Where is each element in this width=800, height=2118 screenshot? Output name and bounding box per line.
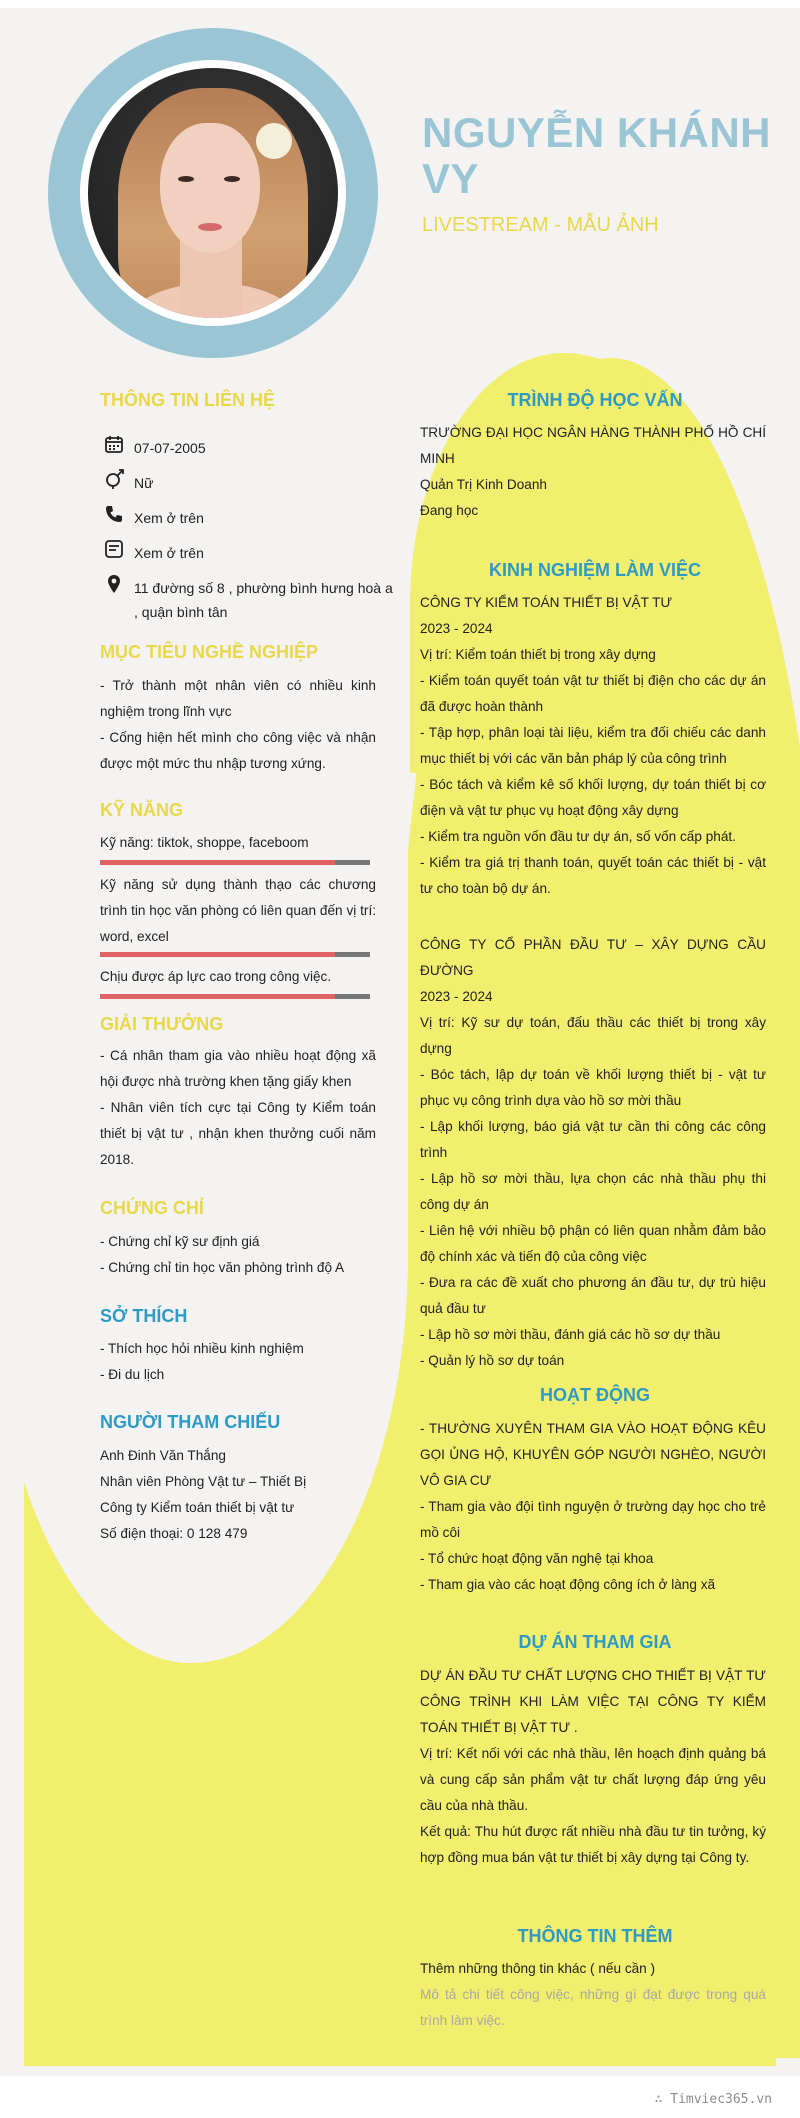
section-title-experience: KINH NGHIỆM LÀM VIỆC xyxy=(488,560,701,580)
section-title-hobbies: SỞ THÍCH xyxy=(100,1306,188,1326)
skill-bar xyxy=(100,994,370,999)
section-title-education: TRÌNH ĐỘ HỌC VẤN xyxy=(507,390,683,410)
section-title-extra: THÔNG TIN THÊM xyxy=(517,1926,673,1946)
awards-text: - Cá nhân tham gia vào nhiều hoạt động xã hội được nhà trường khen tặng giấy khen - Nhân viên tích cực tại Công ty Kiểm toán thiết bị vật tư , nhận khen thưởng cuối năm 2018. xyxy=(100,1048,376,1167)
objective-text: - Trở thành một nhân viên có nhiều kinh nghiệm trong lĩnh vực - Cống hiện hết mình cho công việc và nhận được một mức thu nhập tương xứng. xyxy=(100,678,376,771)
skill-item: Chịu được áp lực cao trong công việc. xyxy=(100,969,332,984)
section-title-references: NGƯỜI THAM CHIẾU xyxy=(100,1412,281,1432)
calendar-icon xyxy=(104,434,124,454)
experience-item: CÔNG TY CỔ PHẦN ĐẦU TƯ – XÂY DỰNG CẦU ĐƯỜNG 2023 - 2024 Vị trí: Kỹ sư dự toán, đấu thầu các thiết bị trong xây dựng - Bóc tách, lập dự toán về khối lượng thiết bị - vật tư phục vụ công trình dựa vào hồ sơ mời thầu - Lập khối lượng, báo giá vật tư cần thi công các công trình - Lập hồ sơ mời thầu, lựa chọn các nhà thầu phụ thi công dự án - Liên hệ với nhiều bộ phận có liên quan nhằm đảm bảo độ chính xác và tiến độ của công việc - Đưa ra các đề xuất cho phương án đầu tư, dự trù hiệu quả đầu tư - Lập hồ sơ mời thầu, đánh giá các hồ sơ dự thầu - Quản lý hồ sơ dự toán xyxy=(420,937,766,1368)
skill-bar xyxy=(100,860,370,865)
gender-icon xyxy=(104,469,124,489)
education-text: TRƯỜNG ĐẠI HỌC NGÂN HÀNG THÀNH PHỐ HỒ CHÍ MINH Quản Trị Kinh Doanh Đang học xyxy=(420,425,766,518)
experience-item: CÔNG TY KIỂM TOÁN THIẾT BỊ VẬT TƯ 2023 - 2024 Vị trí: Kiểm toán thiết bị trong xây dựng - Kiểm toán quyết toán vật tư thiết bị điện cho các dự án đã được hoàn thành - Tập hợp, phân loại tài liệu, kiểm tra đối chiếu các danh mục thiết bị với các văn bản pháp lý của công trình - Bóc tách và kiểm kê số khối lượng, dự toán thiết bị cơ điện và vật tư phục vụ hoạt động xây dựng - Kiểm tra nguồn vốn đầu tư dự án, số vốn cấp phát. - Kiểm tra giá trị thanh toán, quyết toán các thiết bị - vật tư cho toàn bộ dự án. xyxy=(420,595,766,896)
phone-icon xyxy=(104,504,124,524)
section-title-certificates: CHỨNG CHỈ xyxy=(100,1198,204,1218)
email-icon xyxy=(104,539,124,559)
watermark: ∴ Timviec365.vn xyxy=(654,2092,772,2107)
references-text: Anh Đinh Văn Thắng Nhân viên Phòng Vật tư – Thiết Bị Công ty Kiểm toán thiết bị vật tư Số điện thoại: 0 128 479 xyxy=(100,1448,307,1541)
location-icon xyxy=(104,574,124,594)
job-title: LIVESTREAM - MẪU ẢNH xyxy=(422,214,659,236)
section-title-skills: KỸ NĂNG xyxy=(100,800,184,820)
hobbies-text: - Thích học hỏi nhiều kinh nghiệm - Đi du lịch xyxy=(100,1341,304,1382)
flower-icon xyxy=(256,123,292,159)
section-title-objective: MỤC TIÊU NGHỀ NGHIỆP xyxy=(100,642,319,662)
cv-page: NGUYỄN KHÁNH VY LIVESTREAM - MẪU ẢNH THÔNG TIN LIÊN HỆ 07-07-2005 Nữ Xem ở trên Xem ở trên 11 đường số 8 , phường bình hưng hoà a , quận bình tân MỤC TIÊU NGHỀ NGHIỆP - Trở thành một nhân viên có nhiều kinh nghiệm trong lĩnh vực - Cống hiện hết mình cho công việc và nhận được một mức thu nhập tương xứng. KỸ NĂNG Kỹ năng: tiktok, shoppe, faceboom Kỹ năng sử dụng thành thạo các chương trình tin học văn phòng có liên quan đến vị trí: word, excel Chịu được áp lực cao trong công việc. GIẢI THƯỞNG - Cá nhân tham gia vào nhiều hoạt động xã hội được nhà trường khen tặng giấy khen - Nhân viên tích cực tại Công ty Kiểm toán thiết bị vật tư , nhận khen thưởng cuối năm 2018. CHỨNG CHỈ - Chứng chỉ kỹ sư định giá - Chứng chỉ tin học văn phòng trình độ A SỞ THÍCH - Thích học hỏi nhiều kinh nghiệm - Đi du lịch NGƯỜI THAM CHIẾU Anh Đinh Văn Thắng Nhân viên Phòng Vật tư – Thiết Bị Công ty Kiểm toán thiết bị vật tư Số điện thoại: 0 128 479 TRÌNH ĐỘ HỌC VẤN TRƯỜNG ĐẠI HỌC NGÂN HÀNG THÀNH PHỐ HỒ CHÍ MINH Quản Trị Kinh Doanh Đang học KINH NGHIỆM LÀM VIỆC CÔNG TY KIỂM TOÁN THIẾT BỊ VẬT TƯ 2023 - 2024 Vị trí: Kiểm toán thiết bị trong xây dựng - Kiểm toán quyết toán vật tư thiết bị điện cho các dự án đã được hoàn thành - Tập hợp, phân loại tài liệu, kiểm tra đối chiếu các danh mục thiết bị với các văn bản pháp lý của công trình - Bóc tách và kiểm kê số khối lượng, dự toán thiết bị cơ điện và vật tư phục vụ hoạt động xây dựng - Kiểm tra nguồn vốn đầu tư dự án, số vốn cấp phát. - Kiểm tra giá trị thanh toán, quyết toán các thiết bị - vật tư cho toàn bộ dự án. CÔNG TY CỔ PHẦN ĐẦU TƯ – XÂY DỰNG CẦU ĐƯỜNG 2023 - 2024 Vị trí: Kỹ sư dự toán, đấu thầu các thiết bị trong xây dựng - Bóc tách, lập dự toán về khối lượng thiết bị - vật tư phục vụ công trình dựa vào hồ sơ mời thầu - Lập khối lượng, báo giá vật tư cần thi công các công trình - Lập hồ sơ mời thầu, lựa chọn các nhà thầu phụ thi công dự án - Liên hệ với nhiều bộ phận có liên quan nhằm đảm bảo độ chính xác và tiến độ của công việc - Đưa ra các đề xuất cho phương án đầu tư, dự trù hiệu quả đầu tư - Lập hồ sơ mời thầu, đánh giá các hồ sơ dự thầu - Quản lý hồ sơ dự toán HOẠT ĐỘNG - THƯỜNG XUYÊN THAM GIA VÀO HOẠT ĐỘNG KÊU GỌI ỦNG HỘ, KHUYÊN GÓP NGƯỜI NGHÈO, NGƯỜI VÔ GIA CƯ - Tham gia vào đội tình nguyện ở trường dạy học cho trẻ mồ côi - Tổ chức hoạt động văn nghệ tại khoa - Tham gia vào các hoạt động công ích ở làng xã DỰ ÁN THAM GIA DỰ ÁN ĐẦU TƯ CHẤT LƯỢNG CHO THIẾT BỊ VẬT TƯ CÔNG TRÌNH KHI LÀM VIỆC TẠI CÔNG TY KIỂM TOÁN THIẾT BỊ VẬT TƯ . Vị trí: Kết nối với các nhà thầu, lên hoạch định quảng bá và cung cấp sản phẩm vật tư chất lượng đáp ứng yêu cầu của nhà thầu. Kết quả: Thu hút được rất nhiều nhà đầu tư tin tưởng, ký hợp đồng mua bán vật tư thiết bị xây dựng tại Công ty. THÔNG TIN THÊM Thêm những thông tin khác ( nếu cần ) Mô tả chi tiết công việc, những gì đạt được trong quá trình làm việc. ∴ Timviec365.vn xyxy=(0,0,800,2118)
section-title-activities: HOẠT ĐỘNG xyxy=(540,1385,650,1405)
skill-item: Kỹ năng: tiktok, shoppe, faceboom xyxy=(100,835,309,850)
section-title-projects: DỰ ÁN THAM GIA xyxy=(518,1632,672,1652)
section-title-awards: GIẢI THƯỞNG xyxy=(100,1014,224,1034)
skill-bar xyxy=(100,952,370,957)
projects-text: DỰ ÁN ĐẦU TƯ CHẤT LƯỢNG CHO THIẾT BỊ VẬT TƯ CÔNG TRÌNH KHI LÀM VIỆC TẠI CÔNG TY KIỂM TOÁN THIẾT BỊ VẬT TƯ . Vị trí: Kết nối với các nhà thầu, lên hoạch định quảng bá và cung cấp sản phẩm vật tư chất lượng đáp ứng yêu cầu của nhà thầu. Kết quả: Thu hút được rất nhiều nhà đầu tư tin tưởng, ký hợp đồng mua bán vật tư thiết bị xây dựng tại Công ty. xyxy=(420,1668,766,1865)
skill-item: Kỹ năng sử dụng thành thạo các chương trình tin học văn phòng có liên quan đến vị trí: word, excel xyxy=(100,877,376,944)
avatar xyxy=(88,68,338,318)
candidate-name: NGUYỄN KHÁNH VY xyxy=(422,109,772,202)
certificates-text: - Chứng chỉ kỹ sư định giá - Chứng chỉ tin học văn phòng trình độ A xyxy=(100,1234,345,1275)
section-title-contact: THÔNG TIN LIÊN HỆ xyxy=(100,390,275,410)
extra-text: Thêm những thông tin khác ( nếu cần ) Mô tả chi tiết công việc, những gì đạt được trong quá trình làm việc. xyxy=(420,1961,766,2028)
activities-text: - THƯỜNG XUYÊN THAM GIA VÀO HOẠT ĐỘNG KÊU GỌI ỦNG HỘ, KHUYÊN GÓP NGƯỜI NGHÈO, NGƯỜI VÔ GIA CƯ - Tham gia vào đội tình nguyện ở trường dạy học cho trẻ mồ côi - Tổ chức hoạt động văn nghệ tại khoa - Tham gia vào các hoạt động công ích ở làng xã xyxy=(420,1421,766,1592)
